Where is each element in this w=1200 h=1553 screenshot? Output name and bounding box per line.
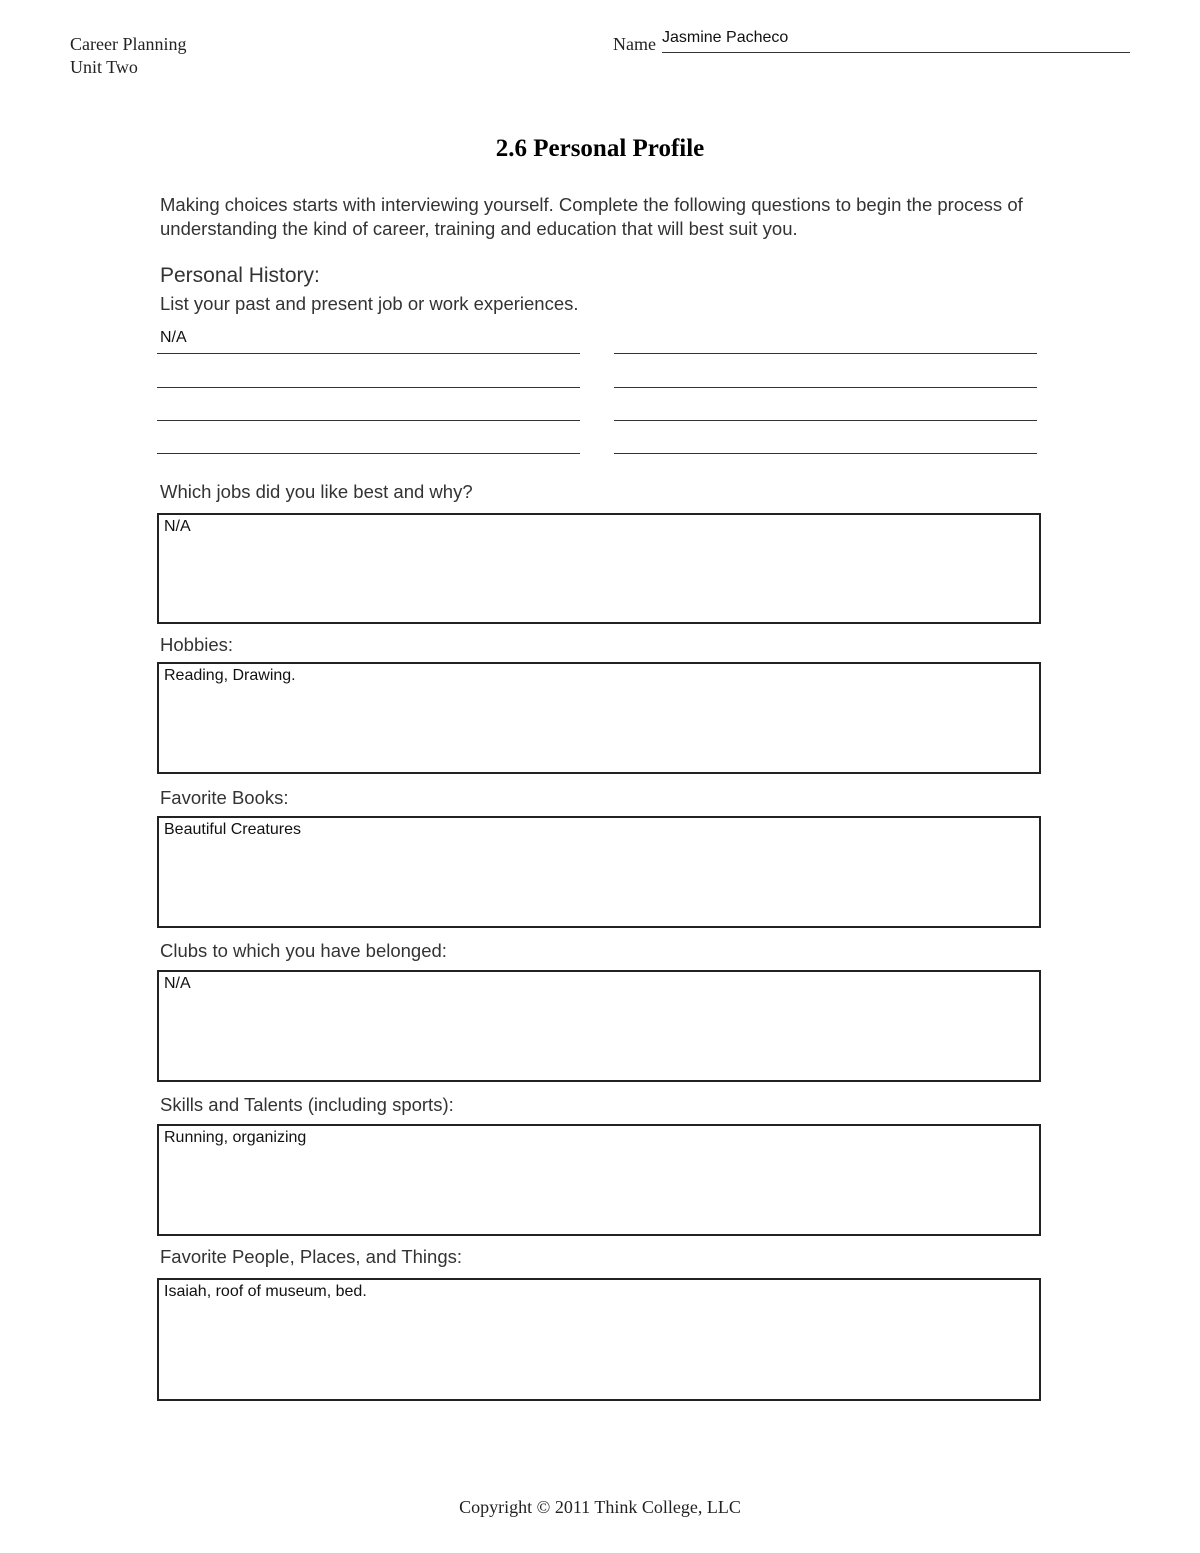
question-label-hobbies: Hobbies: bbox=[160, 634, 234, 655]
answer-box-jobs[interactable] bbox=[157, 513, 1041, 624]
name-label: Name bbox=[613, 34, 656, 54]
answer-text-hobbies: Reading, Drawing. bbox=[164, 667, 296, 684]
answer-text-jobs: N/A bbox=[164, 518, 191, 535]
history-line-2 bbox=[614, 353, 1037, 354]
question-label-favorites: Favorite People, Places, and Things: bbox=[160, 1246, 462, 1267]
history-line-3 bbox=[157, 387, 580, 388]
course-title: Career Planning bbox=[70, 34, 187, 54]
question-label-clubs: Clubs to which you have belonged: bbox=[160, 940, 447, 961]
unit-label: Unit Two bbox=[70, 57, 138, 77]
answer-text-skills: Running, organizing bbox=[164, 1129, 307, 1146]
question-label-jobs: Which jobs did you like best and why? bbox=[160, 481, 473, 502]
history-entry-1[interactable]: N/A bbox=[160, 329, 187, 346]
answer-box-books[interactable] bbox=[157, 816, 1041, 928]
name-underline bbox=[662, 52, 1130, 53]
intro-paragraph: Making choices starts with interviewing yourself. Complete the following questions to begin the process of understanding the kind of career, training and education that will best suit you. bbox=[160, 194, 1023, 239]
personal-history-prompt: List your past and present job or work experiences. bbox=[160, 293, 579, 314]
name-field-value[interactable]: Jasmine Pacheco bbox=[662, 29, 789, 46]
history-line-8 bbox=[614, 453, 1037, 454]
answer-box-clubs[interactable] bbox=[157, 970, 1041, 1082]
history-line-1 bbox=[157, 353, 580, 354]
history-line-7 bbox=[157, 453, 580, 454]
question-label-skills: Skills and Talents (including sports): bbox=[160, 1094, 454, 1115]
answer-box-favorites[interactable] bbox=[157, 1278, 1041, 1401]
answer-text-favorites: Isaiah, roof of museum, bed. bbox=[164, 1283, 367, 1300]
answer-box-hobbies[interactable] bbox=[157, 662, 1041, 774]
answer-text-books: Beautiful Creatures bbox=[164, 821, 301, 838]
answer-text-clubs: N/A bbox=[164, 975, 191, 992]
history-line-6 bbox=[614, 420, 1037, 421]
answer-box-skills[interactable] bbox=[157, 1124, 1041, 1236]
question-label-books: Favorite Books: bbox=[160, 787, 289, 808]
history-line-5 bbox=[157, 420, 580, 421]
page-title: 2.6 Personal Profile bbox=[495, 135, 705, 162]
history-line-4 bbox=[614, 387, 1037, 388]
copyright-footer: Copyright © 2011 Think College, LLC bbox=[459, 1497, 741, 1517]
personal-history-heading: Personal History: bbox=[160, 264, 320, 287]
